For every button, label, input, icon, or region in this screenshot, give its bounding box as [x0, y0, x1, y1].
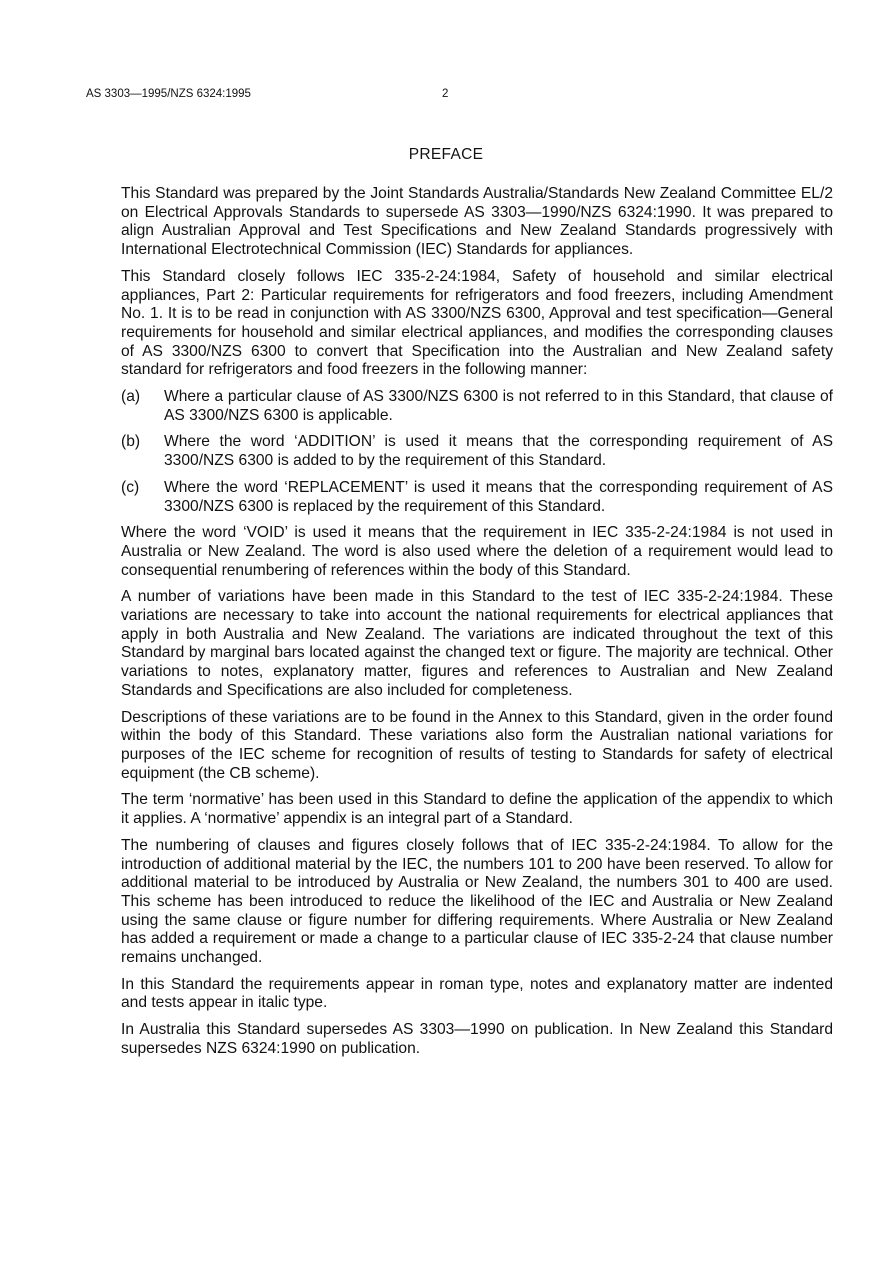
list-item: [121, 388, 833, 425]
paragraph-annex: Descriptions of these variations are to be found in the Annex to this Standard, given in the order found within the body of this Standard. These variations also form the Australian national variations for purposes of the IEC scheme for recognition of results of testing to Standards for safety of electrical equipment (the CB scheme).: [121, 708, 833, 782]
paragraph-normative: The term ‘normative’ has been used in this Standard to define the application of the appendix to which it applies. A ‘normative’ appendix is an integral part of a Standard.: [121, 791, 833, 828]
page-number: 2: [442, 88, 449, 100]
paragraph-void: Where the word ‘VOID’ is used it means that the requirement in IEC 335-2-24:1984 is not used in Australia or New Zealand. The word is also used where the deletion of a requirement would lead to consequential renumbering of references within the body of this Standard.: [121, 524, 833, 579]
list-text: Where the word ‘ADDITION’ is used it means that the corresponding requirement of AS 3300/NZS 6300 is added to by the requirement of this Standard.: [164, 433, 833, 470]
paragraph-typography: In this Standard the requirements appear in roman type, notes and explanatory matter are indented and tests appear in italic type.: [121, 975, 833, 1012]
paragraph-supersedes: In Australia this Standard supersedes AS 3303—1990 on publication. In New Zealand this Standard supersedes NZS 6324:1990 on publication.: [121, 1021, 833, 1057]
paragraph-iec-basis: This Standard closely follows IEC 335-2-24:1984, Safety of household and similar electrical appliances, Part 2: Particular requirements for refrigerators and food freezers, including Amendment No. 1. It is to be read in conjunction with AS 3300/NZS 6300, Approval and test specification—General requirements for household and similar electrical appliances, and modifies the corresponding clauses of AS 3300/NZS 6300 to convert that Specification into the Australian and New Zealand safety standard for refrigerators and food freezers in the following manner:: [121, 267, 833, 379]
list-item: [121, 433, 833, 470]
standard-identifier: AS 3303—1995/NZS 6324:1995: [86, 88, 251, 100]
list-text: Where the word ‘REPLACEMENT’ is used it means that the corresponding requirement of AS 3300/NZS 6300 is replaced by the requirement of this Standard.: [164, 478, 833, 515]
paragraph-variations: A number of variations have been made in this Standard to the test of IEC 335-2-24:1984. These variations are necessary to take into account the national requirements for electrical appliances that apply in both Australia and New Zealand. The variations are indicated throughout the text of this Standard by marginal bars located against the changed text or figure. The majority are technical. Other variations to notes, explanatory matter, figures and references to Australian and New Zealand Standards and Specifications are also included for completeness.: [121, 588, 833, 699]
list-text: Where a particular clause of AS 3300/NZS 6300 is not referred to in this Standard, that clause of AS 3300/NZS 6300 is applicable.: [164, 388, 833, 424]
list-item: [121, 479, 833, 516]
list-marker: (b): [121, 433, 141, 451]
list-marker: (a): [121, 388, 141, 406]
paragraph-preparation: This Standard was prepared by the Joint Standards Australia/Standards New Zealand Committee EL/2 on Electrical Approvals Standards to supersede AS 3303—1990/NZS 6324:1990. It was prepared to align Australian Approval and Test Specifications and New Zealand Standards progressively with International Electrotechnical Commission (IEC) Standards for appliances.: [121, 185, 833, 259]
paragraph-numbering: The numbering of clauses and figures closely follows that of IEC 335-2-24:1984. To allow for the introduction of additional material by the IEC, the numbers 101 to 200 have been reserved. To allow for additional material to be introduced by Australia or New Zealand, the numbers 301 to 400 are used. This scheme has been introduced to reduce the likelihood of the IEC and Australia or New Zealand using the same clause or figure number for differing requirements. Where Australia or New Zealand has added a requirement or made a change to a particular clause of IEC 335-2-24 that clause number remains unchanged.: [121, 836, 833, 967]
list-marker: (c): [121, 478, 140, 496]
page-title: PREFACE: [408, 146, 484, 163]
preface-body: [121, 185, 833, 1067]
